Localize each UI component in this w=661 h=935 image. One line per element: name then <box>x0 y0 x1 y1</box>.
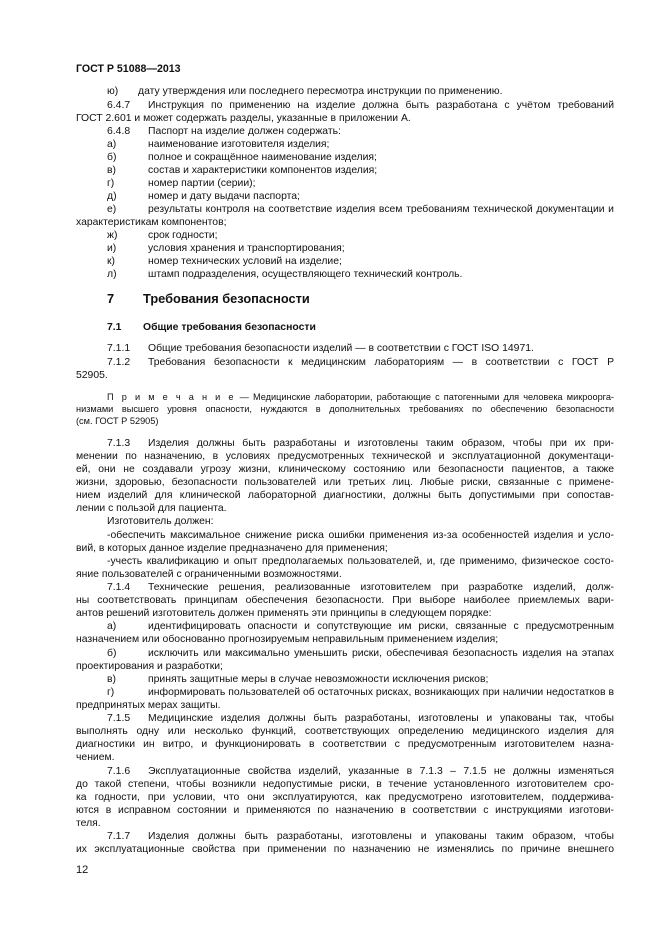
line-text: их эксплуатационные свойства при применении по назначению не изменялись по причине внешнего <box>76 844 614 855</box>
item-label: б) <box>107 152 117 163</box>
line-text: менении по назначению, в условиях предусмотренных технической и эксплуатационной документаци- <box>76 451 614 462</box>
line-text: ются в исправном состоянии и применяются по назначению в соответствии с инструкциями изготови- <box>76 805 614 816</box>
numbered-line <box>107 243 614 256</box>
item-label: д) <box>107 191 117 202</box>
line-text: антов решений изготовитель должен применять эти принципы в следующем порядке: <box>76 608 492 619</box>
line-text: идентифицировать опасности и сопутствующие им риски, связанные с предусмотренным <box>148 621 614 632</box>
line-text: назначением или обоснованно прогнозируемым неправильным применением изделия; <box>76 634 499 645</box>
note-label: П р и м е ч а н и е <box>107 392 236 402</box>
line-text: наименование изготовителя изделия; <box>148 139 330 150</box>
numbered-line <box>107 126 614 139</box>
text-line <box>76 726 614 739</box>
line-text: проектирования и разработки; <box>76 661 223 672</box>
subsection-title: Общие требования безопасности <box>143 322 316 333</box>
numbered-line <box>107 687 614 700</box>
numbered-line <box>107 343 614 356</box>
line-text: полное и сокращённое наименование изделия; <box>148 152 377 163</box>
line-text: Инструкция по применению на изделие должна быть разработана с учётом требований <box>148 100 614 111</box>
item-label: а) <box>107 139 117 150</box>
text-line <box>76 569 614 582</box>
numbered-line <box>107 357 614 370</box>
item-label: 7.1.5 <box>107 713 131 724</box>
text-line <box>76 792 614 805</box>
line-text: -учесть квалификацию и опыт предполагаемых пользователей, и, где применимо, физическое состо- <box>107 556 614 567</box>
item-label: 7.1.2 <box>107 357 131 368</box>
numbered-line <box>107 269 614 282</box>
line-text: принять защитные меры в случае невозможности исключения рисков; <box>148 674 489 685</box>
text-line <box>76 661 614 674</box>
section-number: 7 <box>107 293 115 306</box>
line-text: ГОСТ 2.601 и может содержать разделы, указанные в приложении А. <box>76 113 411 124</box>
text-line <box>76 805 614 818</box>
line-text: дату утверждения или последнего пересмотра инструкции по применению. <box>138 86 503 97</box>
line-text: нием изделий для клинической лабораторной диагностики, должны быть допустимыми при сопостав- <box>76 490 614 501</box>
text-line <box>76 779 614 792</box>
line-text: яние пользователей с ограниченными возможностями. <box>76 569 342 580</box>
line-text: номер технических условий на изделие; <box>148 256 342 267</box>
line-text: ка годности, при условии, что они эксплуатируются, как предусмотрено изготовителем, поддержива- <box>76 792 614 803</box>
line-text: Эксплуатационные свойства изделий, указанные в 7.1.3 – 7.1.5 не должны изменяться <box>148 766 614 777</box>
numbered-line <box>107 831 614 844</box>
text-line <box>76 700 614 713</box>
numbered-line <box>107 86 614 99</box>
line-text: 52905. <box>76 370 108 381</box>
line-text: номер и дату выдачи паспорта; <box>148 191 300 202</box>
line-text: результаты контроля на соответствие изделия всем требованиям технической документации и <box>148 204 614 215</box>
numbered-line <box>107 204 614 217</box>
numbered-line <box>107 438 614 451</box>
line-text: штамп подразделения, осуществляющего технический контроль. <box>148 269 463 280</box>
section-heading-7 <box>107 293 614 306</box>
line-text: номер партии (серии); <box>148 178 256 189</box>
text-line <box>76 503 614 516</box>
line-text: выполнять одну или несколько функций, соответствующих определению медицинского изделия для <box>76 726 614 737</box>
item-label: г) <box>107 687 115 698</box>
text-line <box>76 113 614 126</box>
line-text: до такой степени, чтобы возникли недопустимые риски, в течение установленного изготовителем сро- <box>76 779 614 790</box>
item-label: е) <box>107 204 117 215</box>
line-text: исключить или максимально уменьшить риски, обеспечивая безопасность изделия на этапах <box>148 648 614 659</box>
item-label: в) <box>107 165 116 176</box>
line-text: ны соответствовать принципам обеспечения безопасности. При выборе наиболее приемлемых вари- <box>76 595 614 606</box>
page-number: 12 <box>76 864 89 876</box>
numbered-line <box>107 648 614 661</box>
item-label: в) <box>107 674 116 685</box>
document-header: ГОСТ Р 51088—2013 <box>76 63 181 75</box>
item-label: и) <box>107 243 117 254</box>
numbered-line <box>107 230 614 243</box>
line-text: Требования безопасности к медицинским лабораториям — в соответствии с ГОСТ Р <box>148 357 614 368</box>
item-label: г) <box>107 178 115 189</box>
line-text: Паспорт на изделие должен содержать: <box>148 126 341 137</box>
section-title: Требования безопасности <box>143 293 310 306</box>
text-line <box>76 451 614 464</box>
text-line <box>76 595 614 608</box>
text-line <box>76 490 614 503</box>
line-text: ей, они не создавали угрозу жизни, клиническому состоянию или безопасности пациентов, а также <box>76 464 614 475</box>
note-text: — Медицинские лаборатории, работающие с патогенными для человека микроорга- <box>239 392 614 402</box>
line-text: лении с пользой для пациента. <box>76 503 227 514</box>
line-text: условия хранения и транспортирования; <box>148 243 345 254</box>
item-label: 6.4.7 <box>107 100 131 111</box>
line-text: вий, в которых данное изделие предназначено для применения; <box>76 543 388 554</box>
item-label: 7.1.4 <box>107 582 131 593</box>
line-text: срок годности; <box>148 230 218 241</box>
line-text: Общие требования безопасности изделий — в соответствии с ГОСТ ISO 14971. <box>148 343 534 354</box>
line-text: теля. <box>76 818 101 829</box>
numbered-line <box>107 713 614 726</box>
line-text: жизни, здоровью, безопасности пользователей или третьих лиц. Любые риски, связанные с примене- <box>76 477 614 488</box>
text-line <box>76 634 614 647</box>
line-text: Медицинские изделия должны быть разработаны, изготовлены и упакованы так, чтобы <box>148 713 614 724</box>
item-label: 7.1.1 <box>107 343 131 354</box>
text-line <box>76 752 614 765</box>
numbered-line <box>107 621 614 634</box>
item-label: ж) <box>107 230 118 241</box>
text-line <box>76 477 614 490</box>
numbered-line <box>107 674 614 687</box>
subsection-number: 7.1 <box>107 322 122 333</box>
numbered-line <box>107 152 614 165</box>
line-text: Изделия должны быть разработаны и изготовлены таким образом, чтобы при их при- <box>148 438 614 449</box>
line-text: -обеспечить максимальное снижение риска ошибки применения из-за особенностей изделия и усло- <box>107 530 614 541</box>
line-text: предпринятых мерах защиты. <box>76 700 221 711</box>
subsection-heading-7-1 <box>107 322 614 335</box>
item-label: 7.1.7 <box>107 831 131 842</box>
numbered-line <box>107 178 614 191</box>
text-line <box>76 370 614 383</box>
item-label: 7.1.3 <box>107 438 131 449</box>
numbered-line <box>107 256 614 269</box>
line-text: Изделия должны быть разработаны, изготовлены и упакованы таким образом, чтобы <box>148 831 614 842</box>
numbered-line <box>107 766 614 779</box>
item-label: 7.1.6 <box>107 766 131 777</box>
item-label: 6.4.8 <box>107 126 131 137</box>
item-label: а) <box>107 621 117 632</box>
text-line <box>76 217 614 230</box>
note-line: (см. ГОСТ Р 52905) <box>76 416 159 426</box>
item-label: к) <box>107 256 116 267</box>
text-line <box>107 516 614 529</box>
text-line <box>107 530 614 543</box>
item-label: б) <box>107 648 117 659</box>
numbered-line <box>107 165 614 178</box>
line-text: информировать пользователей об остаточных рисках, возникающих при наличии недостатков в <box>148 687 614 698</box>
numbered-line <box>107 100 614 113</box>
item-label: ю) <box>107 86 119 97</box>
note-line: низмами высшего уровня опасности, нуждаются в дополнительных требованиях по обеспечению безопасности <box>76 404 614 414</box>
line-text: состав и характеристики компонентов изделия; <box>148 165 378 176</box>
line-text: Изготовитель должен: <box>107 516 214 527</box>
line-text: чением. <box>76 752 115 763</box>
text-line <box>76 464 614 477</box>
line-text: характеристикам компонентов; <box>76 217 227 228</box>
line-text: диагностики ин витро, и функционировать в соответствии с предусмотренным изготовителем назна- <box>76 739 614 750</box>
item-label: л) <box>107 269 117 280</box>
text-line <box>107 556 614 569</box>
text-line <box>76 818 614 831</box>
line-text: Технические решения, реализованные изготовителем при разработке изделий, долж- <box>148 582 614 593</box>
text-line <box>76 844 614 857</box>
text-line <box>76 739 614 752</box>
text-line <box>76 543 614 556</box>
numbered-line <box>107 139 614 152</box>
text-line <box>76 608 614 621</box>
numbered-line <box>107 582 614 595</box>
numbered-line <box>107 191 614 204</box>
